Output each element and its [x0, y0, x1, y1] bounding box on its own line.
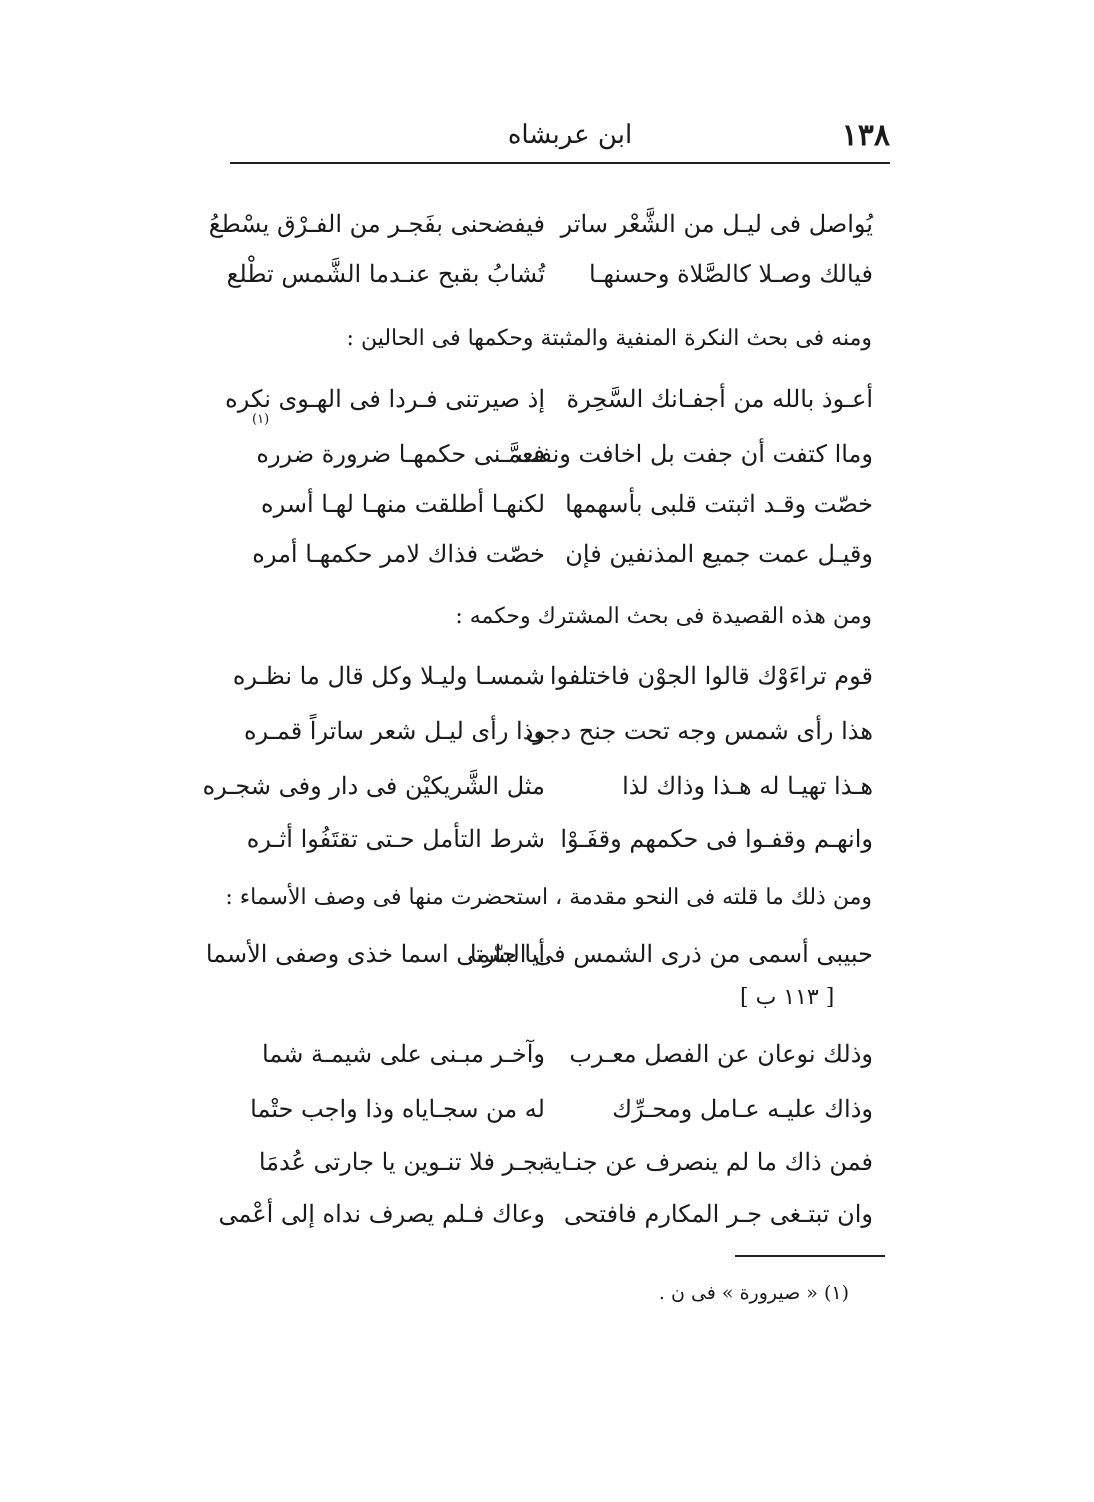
verse-second-hemistich: شمسـا وليـلا وكل قال ما نظـره: [232, 662, 545, 690]
verse-second-hemistich: فعمَّـنى حكمهـا ضرورة ضرره: [256, 440, 545, 468]
footnote-marker: (١): [252, 412, 270, 427]
page-number: ١٣٨: [841, 118, 890, 153]
verse-first-hemistich: هـذا تهيـا له هـذا وذاك لذا: [622, 772, 873, 800]
section-intro: ومن هذه القصيدة فى بحث المشترك وحكمه :: [455, 604, 872, 629]
page-header: [230, 118, 890, 158]
verse-line: [245, 825, 873, 865]
verse-first-hemistich: خصّت وقـد اثبتت قلبى بأسهمها: [565, 490, 873, 518]
verse-second-hemistich: إذ صيرتنى فـردا فى الهـوى نكره: [225, 385, 545, 413]
verse-first-hemistich: وان تبتـغى جـر المكارم فافتحى: [563, 1200, 873, 1228]
running-title: ابن عربشاه: [507, 120, 633, 150]
verse-line: [208, 210, 873, 250]
verse-second-hemistich: مثل الشَّريكيْن فى دار وفى شجـره: [202, 772, 545, 800]
verse-line: [226, 260, 873, 300]
verse-second-hemistich: خصّت فذاك لامر حكمهـا أمره: [252, 540, 545, 568]
verse-line: [245, 717, 873, 757]
verse-second-hemistich: له من سجـاياه وذا واجب حتْما: [250, 1095, 545, 1123]
verse-first-hemistich: وماا كتفت أن جفت بل اخافت ونفت: [516, 440, 873, 468]
verse-first-hemistich: يُواصل فى ليـل من الشَّعْر ساتر: [560, 210, 873, 238]
verse-line: [218, 1200, 873, 1240]
verse-second-hemistich: وذا رأى ليـل شعر ساتراً قمـره: [243, 717, 545, 745]
section-intro: ومنه فى بحث النكرة المنفية والمثبتة وحكمها فى الحالين :: [346, 326, 872, 351]
verse-second-hemistich: وآخـر مبـنى على شيمـة شما: [262, 1040, 545, 1068]
verse-first-hemistich: وذاك عليـه عـامل ومحـرِّك: [612, 1095, 873, 1123]
verse-line: [245, 440, 873, 480]
verse-first-hemistich: وقيـل عمت جميع المذنفين فإن: [565, 540, 873, 568]
verse-first-hemistich: وذلك نوعان عن الفصل معـرب: [569, 1040, 873, 1068]
header-rule: [230, 162, 890, 164]
folio-marker: [ ١١٣ ب ]: [740, 985, 835, 1010]
verse-line: [245, 1040, 873, 1080]
verse-first-hemistich: فمن ذاك ما لم ينصرف عن جنـاية: [541, 1148, 873, 1176]
verse-line: [245, 1148, 873, 1188]
verse-first-hemistich: فيالك وصـلا كالصَّلاة وحسنهـا: [588, 260, 873, 288]
verse-second-hemistich: شرط التأمل حـتى تقتَفُوا أثـره: [246, 825, 545, 853]
verse-line: [225, 385, 873, 425]
footnote: (١) « صيرورة » فى ن .: [658, 1282, 849, 1304]
verse-line: [205, 940, 873, 980]
verse-line: [245, 1095, 873, 1135]
verse-second-hemistich: وعاك فـلم يصرف نداه إلى أعْمى: [218, 1200, 545, 1228]
verse-line: [232, 662, 873, 702]
verse-first-hemistich: أعـوذ بالله من أجفـانك السَّحِرة: [566, 385, 873, 413]
verse-second-hemistich: أيا جارتى اسما خذى وصفى الأسما: [205, 940, 545, 968]
verse-line: [202, 772, 873, 812]
verse-line: [245, 540, 873, 580]
section-intro: ومن ذلك ما قلته فى النحو مقدمة ، استحضرت منها فى وصف الأسماء :: [225, 885, 872, 910]
verse-first-hemistich: قوم تراءَوْك قالوا الجوْن فاختلفوا: [549, 662, 873, 690]
footnote-rule: [735, 1255, 885, 1257]
verse-first-hemistich: وانهـم وقفـوا فى حكمهم وقفَـوْا: [560, 825, 873, 853]
verse-second-hemistich: فيفضحنى بفَجـر من الفـرْق يسْطعُ: [208, 210, 545, 238]
verse-second-hemistich: بجـر فلا تنـوين يا جارتى عُدمَا: [258, 1148, 545, 1176]
verse-line: [245, 490, 873, 530]
verse-first-hemistich: هذا رأى شمس وجه تحت جنح دجى: [525, 717, 873, 745]
verse-second-hemistich: لكنهـا أطلقت منهـا لهـا أسره: [261, 490, 545, 518]
verse-second-hemistich: تُشابُ بقبح عنـدما الشَّمس تطْلع: [226, 260, 545, 288]
verse-first-hemistich: حبيبى أسمى من ذرى الشمس فى السّما: [469, 940, 873, 968]
